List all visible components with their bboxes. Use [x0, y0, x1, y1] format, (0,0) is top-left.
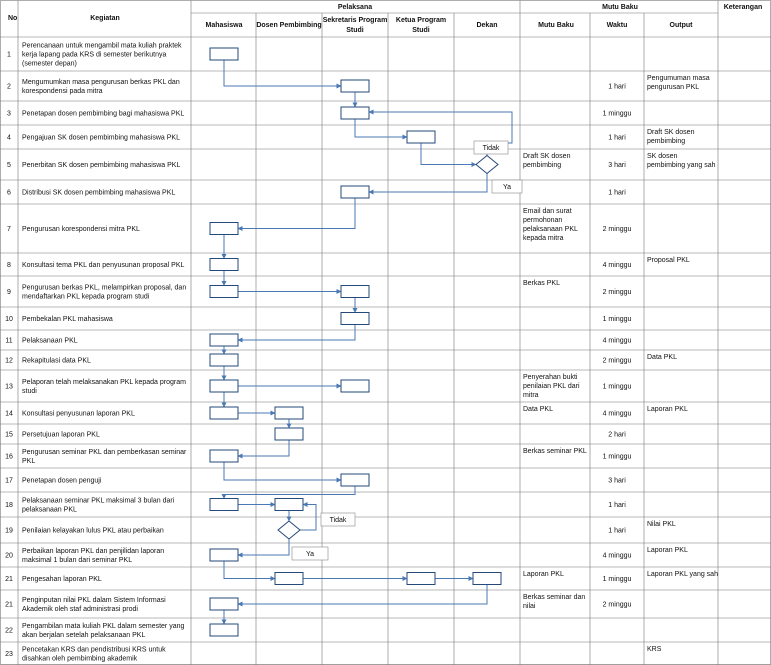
kegiatan-text: PKL	[22, 458, 36, 465]
header-waktu: Waktu	[606, 22, 628, 29]
row-number: 1	[7, 51, 11, 59]
mutu-baku-text: pelaksanaan PKL	[523, 226, 578, 233]
flow-line	[355, 119, 407, 137]
output-text: KRS	[647, 646, 662, 653]
mutu-baku-text: pembimbing	[523, 162, 562, 169]
header-mutu-baku: Mutu Baku	[602, 4, 638, 11]
flow-line	[238, 440, 289, 456]
kegiatan-text: studi	[22, 388, 37, 395]
kegiatan-text: Penerbitan SK dosen pembimbing mahasiswa PKL	[22, 162, 181, 169]
flow-lines	[224, 60, 512, 624]
process-box	[210, 380, 238, 392]
mutu-baku-text: Data PKL	[523, 406, 553, 413]
flow-line	[238, 198, 355, 229]
row-number: 23	[5, 651, 13, 658]
mutu-baku-text: Laporan PKL	[523, 571, 564, 578]
kegiatan-text: kerja lapang pada KRS di semester berikutnya	[22, 51, 167, 59]
kegiatan-text: Perencanaan untuk mengambil mata kuliah praktek	[22, 42, 182, 50]
kegiatan-text: Pengambilan mata kuliah PKL dalam semester yang	[22, 623, 185, 630]
header-pelaksana: Pelaksana	[337, 4, 373, 11]
row-number: 15	[5, 431, 13, 439]
process-box	[210, 259, 238, 271]
mutu-baku-text: nilai	[523, 603, 536, 610]
header-no: No	[8, 15, 18, 22]
table-row	[5, 432, 626, 439]
table-row	[7, 153, 716, 169]
mutu-baku-text: kepada mitra	[523, 235, 564, 242]
kegiatan-text: akan berjalan setelah pelaksanaan PKL	[22, 632, 146, 639]
header-mutu-baku-sub: Mutu Baku	[538, 22, 574, 29]
waktu-text: 2 minggu	[602, 357, 632, 365]
process-box	[407, 131, 435, 143]
kegiatan-text: Pembekalan PKL mahasiswa	[22, 316, 113, 323]
process-box	[210, 598, 238, 610]
process-box	[210, 48, 238, 60]
process-box	[407, 573, 435, 585]
table-row	[5, 623, 184, 639]
waktu-text: 1 minggu	[602, 316, 632, 323]
kegiatan-text: Konsultasi tema PKL dan penyusunan proposal PKL	[22, 262, 185, 269]
kegiatan-text: mendaftarkan PKL kepada program studi	[22, 293, 150, 301]
process-box	[210, 334, 238, 346]
header-dosen-pembimbing: Dosen Pembimbing	[256, 22, 322, 29]
row-number: 10	[5, 316, 13, 323]
waktu-text: 1 minggu	[602, 576, 632, 583]
mutu-baku-text: Draft SK dosen	[523, 153, 571, 160]
table-row	[5, 338, 631, 345]
kegiatan-text: (semester depan)	[22, 60, 77, 68]
waktu-text: 4 minggu	[602, 410, 632, 418]
kegiatan-text: Penetapan dosen pembimbing bagi mahasiswa PKL	[22, 110, 185, 118]
header-sekretaris-line1: Sekretaris Program	[322, 17, 388, 24]
process-box	[275, 499, 303, 511]
waktu-text: 2 minggu	[602, 289, 632, 296]
output-text: Data PKL	[647, 354, 677, 361]
flow-line-ya	[238, 539, 289, 555]
waktu-text: 2 minggu	[602, 601, 632, 609]
mutu-baku-text: permohonan	[523, 217, 563, 224]
table-row	[5, 571, 718, 583]
kegiatan-text: Mengumumkan masa pengurusan berkas PKL dan	[22, 79, 180, 86]
row-number: 12	[5, 357, 13, 365]
waktu-text: 4 minggu	[602, 337, 632, 345]
mutu-baku-text: mitra	[523, 392, 539, 399]
label-ya-1: Ya	[502, 184, 512, 191]
process-box	[341, 474, 369, 486]
table-row	[7, 111, 631, 118]
row-number: 5	[7, 162, 11, 169]
kegiatan-text: Rekapitulasi data PKL	[22, 357, 91, 365]
output-text: Proposal PKL	[647, 257, 690, 264]
table-headers	[8, 4, 762, 34]
row-number: 19	[5, 527, 13, 535]
process-box	[210, 286, 238, 298]
waktu-text: 1 hari	[608, 502, 626, 509]
process-box	[341, 313, 369, 325]
row-number: 6	[7, 189, 11, 197]
flow-line-ya	[369, 174, 487, 193]
process-box	[341, 380, 369, 392]
header-keterangan: Keterangan	[723, 4, 763, 11]
decision-diamond-sk	[476, 156, 498, 174]
row-number: 13	[5, 383, 13, 391]
row-number: 11	[5, 337, 13, 345]
kegiatan-text: Perbaikan laporan PKL dan penjilidan laporan	[22, 548, 165, 555]
output-text: Laporan PKL	[647, 547, 688, 554]
table-row	[5, 316, 631, 323]
row-number: 20	[5, 552, 13, 560]
label-tidak-1: Tidak	[482, 145, 500, 152]
output-text: pembimbing	[647, 138, 686, 145]
waktu-text: 1 hari	[608, 83, 626, 91]
table-row	[5, 478, 626, 485]
waktu-text: 2 minggu	[602, 226, 632, 233]
output-text: Pengumuman masa	[647, 75, 710, 82]
table-border	[1, 1, 771, 665]
flow-line	[421, 143, 476, 165]
output-text: SK dosen	[647, 153, 678, 160]
header-kegiatan: Kegiatan	[90, 15, 120, 22]
kegiatan-text: Pelaksanaan seminar PKL maksimal 3 bulan dari	[22, 497, 175, 505]
table-row	[7, 257, 690, 269]
kegiatan-text: Konsultasi penyusunan laporan PKL	[22, 410, 135, 418]
output-text: Nilai PKL	[647, 521, 676, 528]
output-text: Laporan PKL yang sah	[647, 571, 718, 578]
row-number: 17	[5, 477, 13, 485]
flow-line	[224, 60, 341, 86]
process-box	[275, 428, 303, 440]
kegiatan-text: Pelaporan telah melaksanakan PKL kepada program	[22, 379, 186, 386]
mutu-baku-text: Email dan surat	[523, 208, 572, 215]
kegiatan-text: Pelaksanaan PKL	[22, 337, 78, 345]
output-text: Draft SK dosen	[647, 129, 695, 136]
row-number: 8	[7, 262, 11, 269]
waktu-text: 2 hari	[608, 431, 626, 439]
table-cells	[5, 43, 718, 663]
header-dekan: Dekan	[476, 22, 498, 29]
mutu-baku-text: Berkas PKL	[523, 280, 560, 287]
row-number: 22	[5, 627, 13, 635]
table-row	[7, 43, 182, 68]
kegiatan-text: Pengurusan berkas PKL, melampirkan proposal, dan	[22, 284, 187, 292]
row-number: 16	[5, 453, 13, 461]
process-box	[210, 354, 238, 366]
process-box	[473, 573, 501, 585]
kegiatan-text: Persetujuan laporan PKL	[22, 431, 100, 439]
label-ya-2: Ya	[305, 551, 315, 558]
kegiatan-text: Distribusi SK dosen pembimbing mahasiswa PKL	[22, 189, 176, 197]
kegiatan-text: Akademik oleh staf administrasi prodi	[22, 606, 138, 613]
kegiatan-text: disahkan oleh pembimbing akademik	[22, 655, 138, 663]
table-grid	[0, 1, 771, 665]
waktu-text: 1 minggu	[602, 453, 632, 461]
kegiatan-text: Pengesahan laporan PKL	[22, 576, 102, 583]
process-box	[341, 286, 369, 298]
row-number: 7	[7, 226, 11, 233]
kegiatan-text: maksimal 1 bulan dari seminar PKL	[22, 557, 133, 564]
label-tidak-2: Tidak	[329, 517, 347, 524]
process-box	[210, 549, 238, 561]
kegiatan-text: Pengurusan korespondensi mitra PKL	[22, 226, 140, 233]
waktu-text: 1 hari	[608, 527, 626, 535]
kegiatan-text: Pencetakan KRS dan pendistribusi KRS untuk	[22, 646, 166, 654]
output-text: pembimbing yang sah	[647, 162, 716, 169]
mutu-baku-text: Berkas seminar dan	[523, 594, 586, 601]
waktu-text: 1 hari	[608, 189, 626, 197]
table-row	[5, 646, 662, 663]
flow-line	[224, 561, 275, 579]
table-row	[7, 129, 695, 145]
process-box	[341, 186, 369, 198]
kegiatan-text: Penilaian kelayakan lulus PKL atau perbaikan	[22, 527, 164, 535]
kegiatan-text: Penetapan dosen penguji	[22, 477, 102, 485]
table-row	[5, 354, 677, 365]
waktu-text: 1 minggu	[602, 110, 632, 118]
kegiatan-text: Pengajuan SK dosen pembimbing mahasiswa PKL	[22, 134, 180, 142]
kegiatan-text: pelaksanaan PKL	[22, 506, 77, 514]
header-ketua-line2: Studi	[412, 27, 430, 34]
process-box	[210, 624, 238, 636]
waktu-text: 4 minggu	[602, 262, 632, 269]
process-box	[275, 573, 303, 585]
row-number: 14	[5, 410, 13, 418]
mutu-baku-text: Penyerahan bukti	[523, 374, 578, 381]
waktu-text: 4 minggu	[602, 552, 632, 560]
process-box	[210, 499, 238, 511]
header-sekretaris-line2: Studi	[346, 27, 364, 34]
row-number: 9	[7, 289, 11, 296]
process-box	[341, 107, 369, 119]
process-box	[341, 80, 369, 92]
flow-line	[238, 325, 355, 341]
row-number: 2	[7, 83, 11, 91]
flow-line	[224, 462, 341, 480]
process-box	[275, 407, 303, 419]
kegiatan-text: korespondensi pada mitra	[22, 88, 103, 95]
waktu-text: 3 hari	[608, 477, 626, 485]
row-number: 21	[5, 576, 13, 583]
row-number: 4	[7, 134, 11, 142]
table-row	[7, 208, 631, 242]
table-row	[7, 190, 626, 197]
process-box	[210, 450, 238, 462]
process-box	[210, 223, 238, 235]
mutu-baku-text: Berkas seminar PKL	[523, 448, 587, 455]
header-output: Output	[669, 22, 693, 29]
output-text: pengurusan PKL	[647, 84, 700, 91]
header-ketua-line1: Ketua Program	[395, 17, 447, 24]
mutu-baku-text: penilaian PKL dari	[523, 383, 580, 390]
output-text: Laporan PKL	[647, 406, 688, 413]
row-number: 21	[5, 601, 13, 609]
kegiatan-text: Pengurusan seminar PKL dan pemberkasan seminar	[22, 449, 187, 456]
header-mahasiswa: Mahasiswa	[205, 22, 243, 29]
process-box	[210, 407, 238, 419]
row-number: 3	[7, 110, 11, 118]
waktu-text: 1 hari	[608, 134, 626, 142]
flow-line	[238, 585, 487, 605]
decision-diamond-kelayakan	[278, 521, 300, 539]
waktu-text: 1 minggu	[602, 383, 632, 391]
table-row	[7, 280, 631, 301]
kegiatan-text: Penginputan nilai PKL dalam Sistem Informasi	[22, 597, 166, 604]
row-number: 18	[5, 502, 13, 509]
waktu-text: 3 hari	[608, 162, 626, 169]
table-row	[5, 448, 631, 465]
table-row	[5, 547, 688, 564]
table-row	[5, 406, 688, 418]
